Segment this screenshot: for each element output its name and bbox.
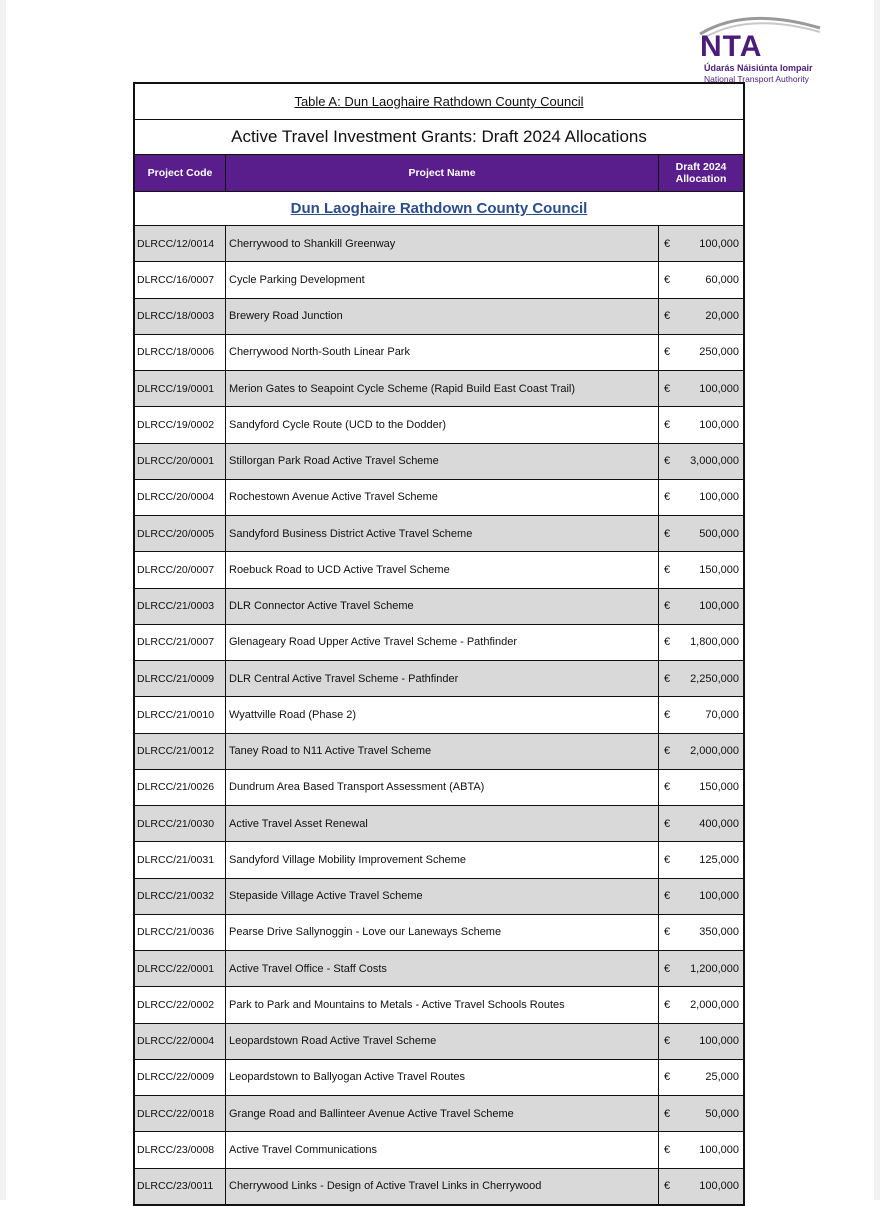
page-edge-right <box>874 0 880 1200</box>
allocation-amount: 100,000 <box>699 237 739 250</box>
project-code-cell: DLRCC/21/0026 <box>135 770 226 805</box>
table-row <box>135 987 743 1023</box>
project-name-cell: Sandyford Business District Active Travel Scheme <box>226 516 659 551</box>
project-name-cell: Stepaside Village Active Travel Scheme <box>226 879 659 914</box>
currency-symbol: € <box>664 455 671 468</box>
allocation-cell <box>659 915 743 950</box>
allocation-cell <box>659 407 743 442</box>
table-row <box>135 770 743 806</box>
currency-symbol: € <box>664 1180 671 1193</box>
project-code-cell: DLRCC/16/0007 <box>135 262 226 297</box>
table-heading: Active Travel Investment Grants: Draft 2024 Allocations <box>135 120 743 155</box>
allocation-amount: 50,000 <box>705 1107 739 1120</box>
table-row <box>135 625 743 661</box>
table-row <box>135 915 743 951</box>
currency-symbol: € <box>664 273 671 286</box>
project-code-cell: DLRCC/23/0008 <box>135 1132 226 1167</box>
table-row <box>135 371 743 407</box>
project-name-cell: Pearse Drive Sallynoggin - Love our Laneways Scheme <box>226 915 659 950</box>
allocation-cell <box>659 226 743 261</box>
project-name-cell: Park to Park and Mountains to Metals - Active Travel Schools Routes <box>226 987 659 1022</box>
allocation-cell <box>659 444 743 479</box>
allocation-amount: 125,000 <box>699 853 739 866</box>
table-row <box>135 444 743 480</box>
project-name-cell: DLR Connector Active Travel Scheme <box>226 589 659 624</box>
allocation-amount: 100,000 <box>699 382 739 395</box>
table-row <box>135 1132 743 1168</box>
allocations-table <box>133 82 745 1206</box>
currency-symbol: € <box>664 563 671 576</box>
currency-symbol: € <box>664 853 671 866</box>
project-code-cell: DLRCC/22/0009 <box>135 1060 226 1095</box>
currency-symbol: € <box>664 418 671 431</box>
allocation-cell <box>659 516 743 551</box>
project-code-cell: DLRCC/21/0003 <box>135 589 226 624</box>
project-code-cell: DLRCC/21/0009 <box>135 661 226 696</box>
table-row <box>135 1096 743 1132</box>
project-code-cell: DLRCC/22/0004 <box>135 1024 226 1059</box>
allocation-cell <box>659 589 743 624</box>
allocation-cell <box>659 335 743 370</box>
project-name-cell: Dundrum Area Based Transport Assessment (ABTA) <box>226 770 659 805</box>
project-name-cell: Sandyford Village Mobility Improvement Scheme <box>226 842 659 877</box>
allocation-amount: 70,000 <box>705 708 739 721</box>
allocation-cell <box>659 1024 743 1059</box>
logo-english-name: National Transport Authority <box>704 74 809 84</box>
table-header-row <box>135 155 743 192</box>
project-code-cell: DLRCC/20/0001 <box>135 444 226 479</box>
allocation-amount: 2,000,000 <box>690 998 739 1011</box>
allocation-cell <box>659 842 743 877</box>
table-row <box>135 842 743 878</box>
project-code-cell: DLRCC/22/0001 <box>135 951 226 986</box>
header-allocation <box>659 155 743 191</box>
project-code-cell: DLRCC/21/0032 <box>135 879 226 914</box>
project-code-cell: DLRCC/19/0002 <box>135 407 226 442</box>
page-edge-left <box>0 0 6 1200</box>
currency-symbol: € <box>664 527 671 540</box>
allocation-cell <box>659 1096 743 1131</box>
currency-symbol: € <box>664 237 671 250</box>
project-name-cell: Merion Gates to Seapoint Cycle Scheme (Rapid Build East Coast Trail) <box>226 371 659 406</box>
project-name-cell: Cherrywood North-South Linear Park <box>226 335 659 370</box>
project-name-cell: Roebuck Road to UCD Active Travel Scheme <box>226 552 659 587</box>
currency-symbol: € <box>664 382 671 395</box>
project-code-cell: DLRCC/22/0018 <box>135 1096 226 1131</box>
project-name-cell: Leopardstown Road Active Travel Scheme <box>226 1024 659 1059</box>
project-name-cell: Grange Road and Ballinteer Avenue Active Travel Scheme <box>226 1096 659 1131</box>
header-project-name: Project Name <box>226 155 659 191</box>
table-body <box>135 226 743 1204</box>
logo-text: NTA <box>700 30 763 63</box>
project-name-cell: Taney Road to N11 Active Travel Scheme <box>226 734 659 769</box>
allocation-amount: 25,000 <box>705 1071 739 1084</box>
project-code-cell: DLRCC/21/0036 <box>135 915 226 950</box>
header-allocation-line2: Allocation <box>675 173 727 185</box>
currency-symbol: € <box>664 1071 671 1084</box>
table-row <box>135 262 743 298</box>
project-name-cell: Wyattville Road (Phase 2) <box>226 697 659 732</box>
allocation-amount: 60,000 <box>705 273 739 286</box>
project-code-cell: DLRCC/21/0010 <box>135 697 226 732</box>
table-row <box>135 734 743 770</box>
table-row <box>135 661 743 697</box>
nta-logo <box>696 8 826 84</box>
project-name-cell: Rochestown Avenue Active Travel Scheme <box>226 480 659 515</box>
table-row <box>135 226 743 262</box>
allocation-amount: 100,000 <box>699 1143 739 1156</box>
allocation-amount: 1,800,000 <box>690 636 739 649</box>
currency-symbol: € <box>664 310 671 323</box>
allocation-cell <box>659 625 743 660</box>
allocation-cell <box>659 552 743 587</box>
allocation-cell <box>659 371 743 406</box>
project-name-cell: DLR Central Active Travel Scheme - Pathfinder <box>226 661 659 696</box>
allocation-amount: 400,000 <box>699 817 739 830</box>
project-code-cell: DLRCC/18/0003 <box>135 299 226 334</box>
allocation-cell <box>659 299 743 334</box>
project-code-cell: DLRCC/19/0001 <box>135 371 226 406</box>
project-code-cell: DLRCC/21/0007 <box>135 625 226 660</box>
allocation-cell <box>659 770 743 805</box>
allocation-amount: 250,000 <box>699 346 739 359</box>
table-row <box>135 697 743 733</box>
currency-symbol: € <box>664 708 671 721</box>
table-row <box>135 806 743 842</box>
table-row <box>135 480 743 516</box>
project-name-cell: Cycle Parking Development <box>226 262 659 297</box>
allocation-amount: 150,000 <box>699 563 739 576</box>
allocation-amount: 150,000 <box>699 781 739 794</box>
allocation-cell <box>659 262 743 297</box>
project-name-cell: Glenageary Road Upper Active Travel Scheme - Pathfinder <box>226 625 659 660</box>
project-code-cell: DLRCC/21/0030 <box>135 806 226 841</box>
allocation-cell <box>659 661 743 696</box>
project-name-cell: Active Travel Communications <box>226 1132 659 1167</box>
project-name-cell: Cherrywood Links - Design of Active Travel Links in Cherrywood <box>226 1169 659 1204</box>
project-code-cell: DLRCC/22/0002 <box>135 987 226 1022</box>
currency-symbol: € <box>664 998 671 1011</box>
allocation-amount: 500,000 <box>699 527 739 540</box>
currency-symbol: € <box>664 600 671 613</box>
currency-symbol: € <box>664 636 671 649</box>
table-row <box>135 1060 743 1096</box>
table-title: Table A: Dun Laoghaire Rathdown County Council <box>135 84 743 120</box>
table-row <box>135 1024 743 1060</box>
project-name-cell: Brewery Road Junction <box>226 299 659 334</box>
allocation-amount: 100,000 <box>699 600 739 613</box>
allocation-amount: 2,000,000 <box>690 745 739 758</box>
table-row <box>135 951 743 987</box>
project-code-cell: DLRCC/12/0014 <box>135 226 226 261</box>
allocation-amount: 100,000 <box>699 1180 739 1193</box>
project-name-cell: Active Travel Office - Staff Costs <box>226 951 659 986</box>
table-row <box>135 407 743 443</box>
project-code-cell: DLRCC/20/0007 <box>135 552 226 587</box>
header-allocation-line1: Draft 2024 <box>675 161 727 173</box>
allocation-cell <box>659 734 743 769</box>
allocation-cell <box>659 697 743 732</box>
currency-symbol: € <box>664 817 671 830</box>
allocation-cell <box>659 806 743 841</box>
allocation-amount: 100,000 <box>699 890 739 903</box>
allocation-cell <box>659 1169 743 1204</box>
project-code-cell: DLRCC/18/0006 <box>135 335 226 370</box>
table-row <box>135 516 743 552</box>
currency-symbol: € <box>664 781 671 794</box>
allocation-amount: 2,250,000 <box>690 672 739 685</box>
allocation-cell <box>659 879 743 914</box>
table-row <box>135 879 743 915</box>
currency-symbol: € <box>664 346 671 359</box>
currency-symbol: € <box>664 491 671 504</box>
allocation-cell <box>659 480 743 515</box>
allocation-cell <box>659 1132 743 1167</box>
currency-symbol: € <box>664 1035 671 1048</box>
currency-symbol: € <box>664 962 671 975</box>
table-row <box>135 552 743 588</box>
project-code-cell: DLRCC/20/0005 <box>135 516 226 551</box>
currency-symbol: € <box>664 745 671 758</box>
project-name-cell: Sandyford Cycle Route (UCD to the Dodder) <box>226 407 659 442</box>
project-code-cell: DLRCC/20/0004 <box>135 480 226 515</box>
table-row <box>135 335 743 371</box>
allocation-amount: 100,000 <box>699 1035 739 1048</box>
project-name-cell: Stillorgan Park Road Active Travel Scheme <box>226 444 659 479</box>
project-code-cell: DLRCC/21/0012 <box>135 734 226 769</box>
allocation-amount: 20,000 <box>705 310 739 323</box>
table-row <box>135 299 743 335</box>
allocation-amount: 100,000 <box>699 491 739 504</box>
logo-irish-name: Údarás Náisiúnta Iompair <box>704 63 813 73</box>
project-code-cell: DLRCC/21/0031 <box>135 842 226 877</box>
allocation-amount: 3,000,000 <box>690 455 739 468</box>
allocation-cell <box>659 951 743 986</box>
currency-symbol: € <box>664 1143 671 1156</box>
allocation-amount: 1,200,000 <box>690 962 739 975</box>
allocation-cell <box>659 987 743 1022</box>
currency-symbol: € <box>664 1107 671 1120</box>
currency-symbol: € <box>664 926 671 939</box>
project-name-cell: Leopardstown to Ballyogan Active Travel Routes <box>226 1060 659 1095</box>
allocation-cell <box>659 1060 743 1095</box>
project-name-cell: Cherrywood to Shankill Greenway <box>226 226 659 261</box>
table-row <box>135 1169 743 1204</box>
project-name-cell: Active Travel Asset Renewal <box>226 806 659 841</box>
allocation-amount: 100,000 <box>699 418 739 431</box>
currency-symbol: € <box>664 890 671 903</box>
table-row <box>135 589 743 625</box>
project-code-cell: DLRCC/23/0011 <box>135 1169 226 1204</box>
currency-symbol: € <box>664 672 671 685</box>
header-project-code: Project Code <box>135 155 226 191</box>
council-name: Dun Laoghaire Rathdown County Council <box>135 192 743 226</box>
allocation-amount: 350,000 <box>699 926 739 939</box>
